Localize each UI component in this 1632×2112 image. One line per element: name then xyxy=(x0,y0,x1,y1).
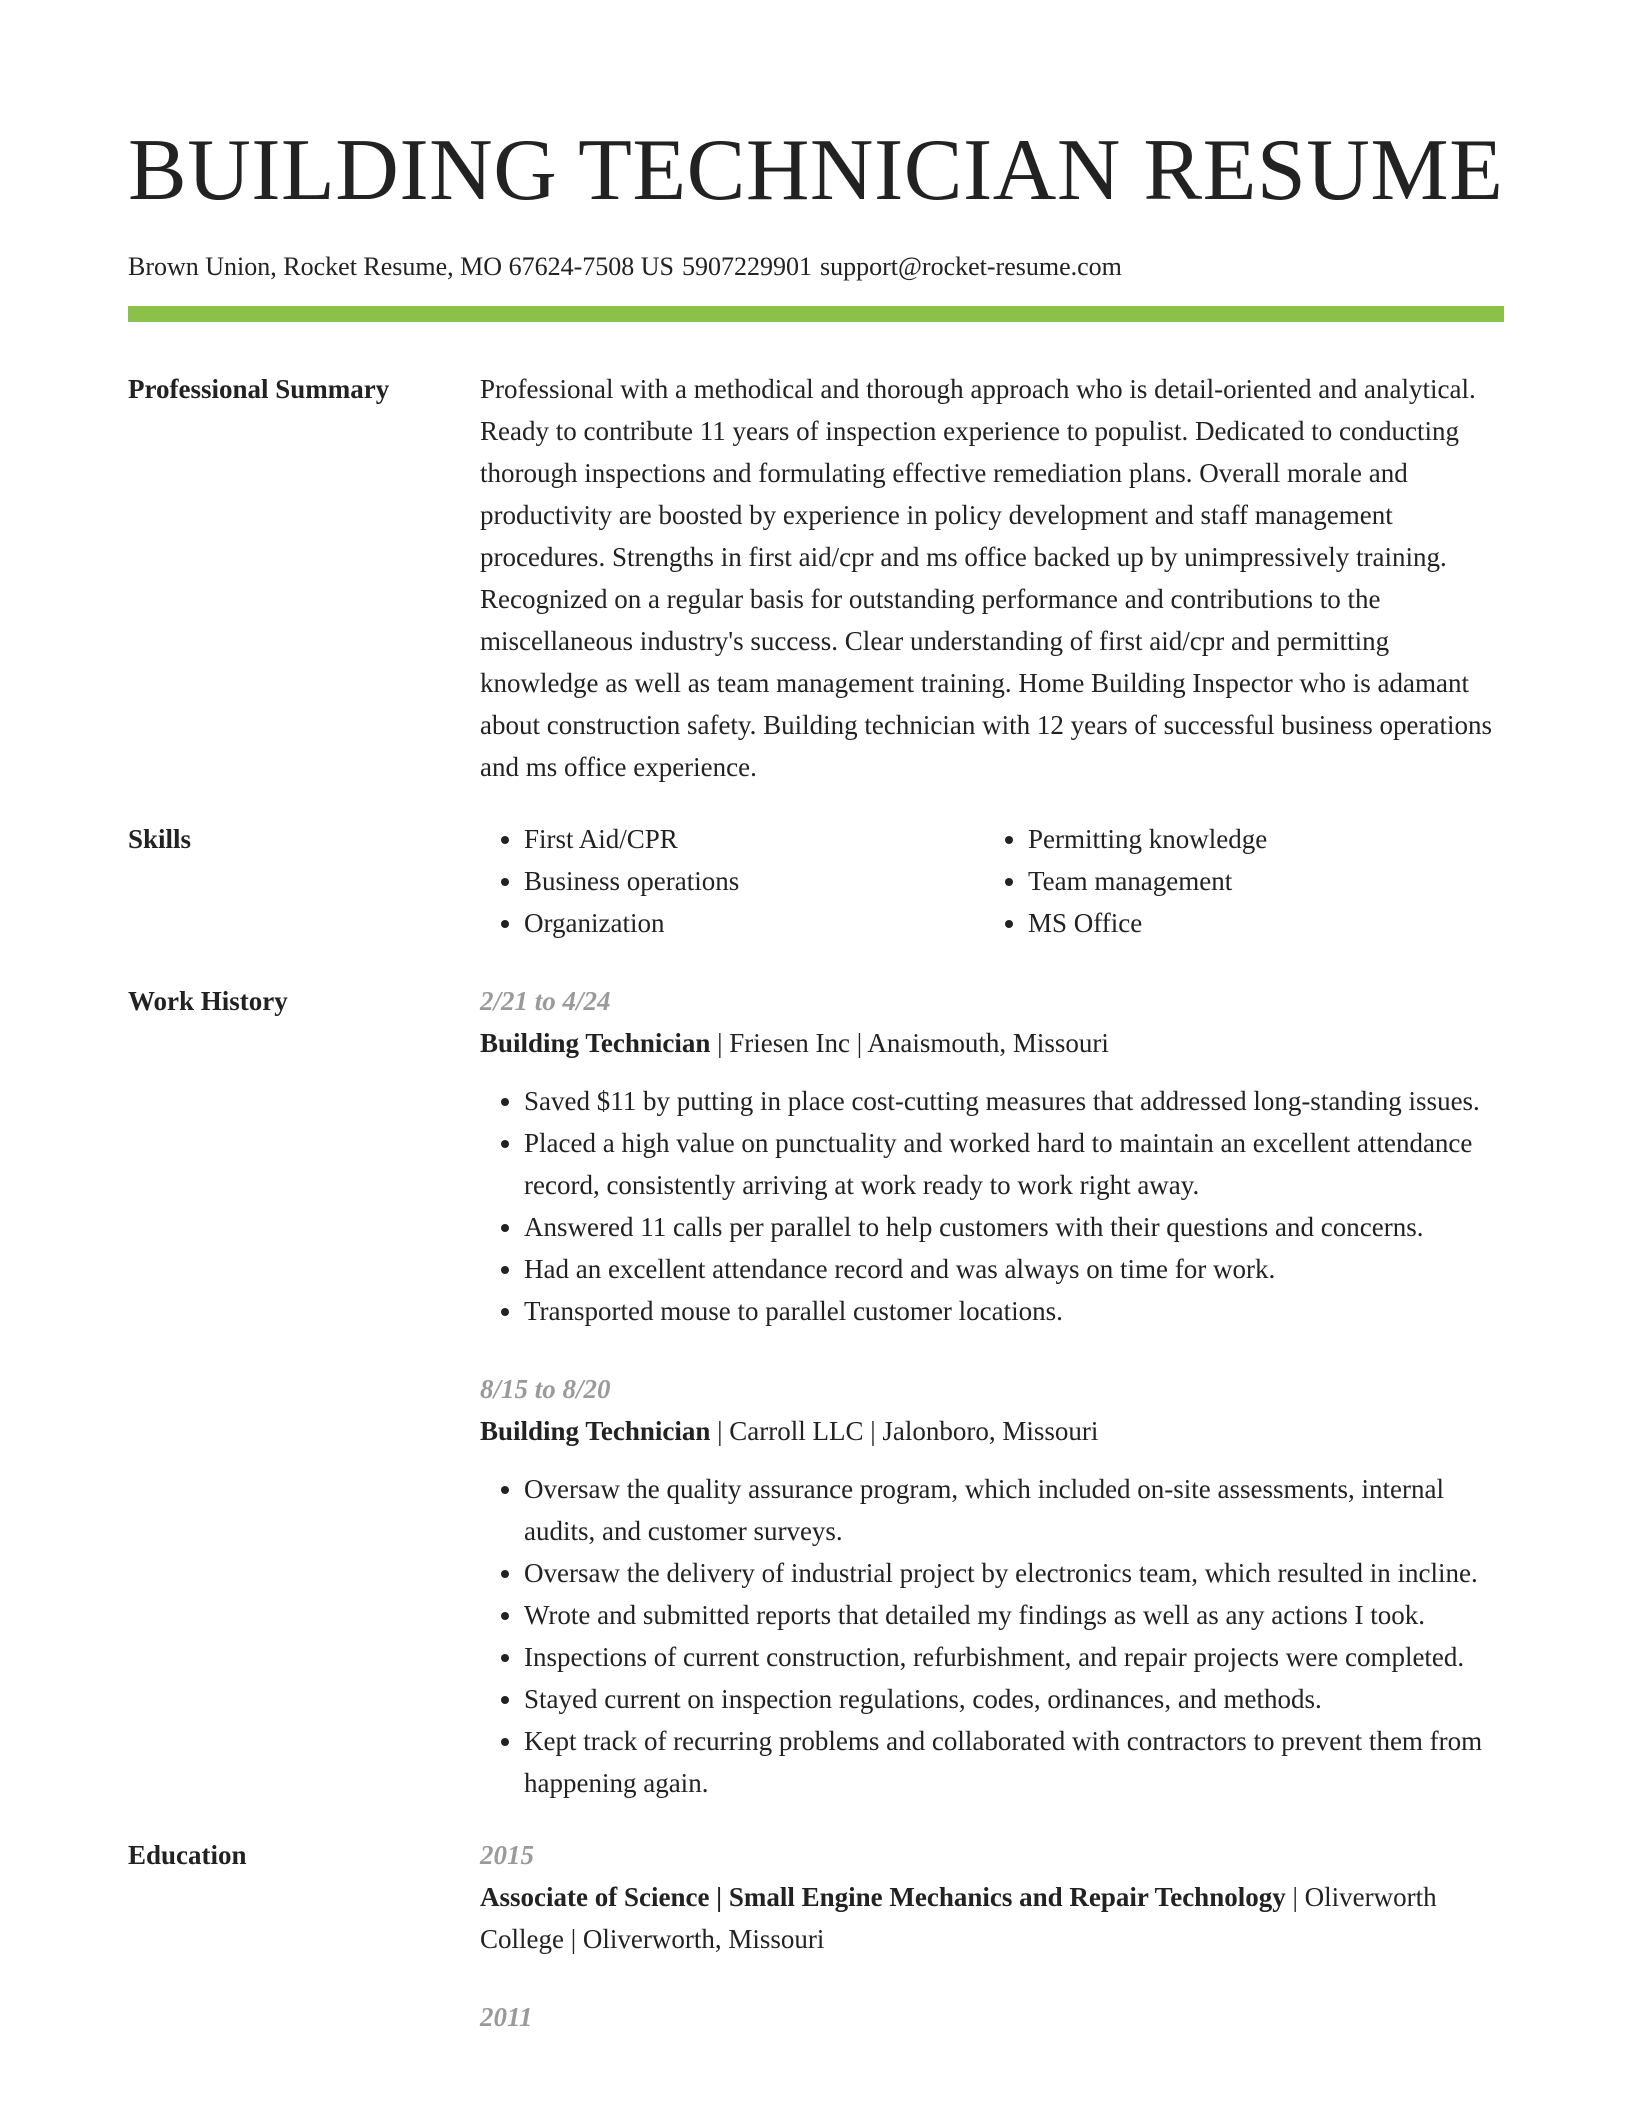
job-title: Building Technician xyxy=(480,1028,711,1058)
education-body xyxy=(480,1834,1504,2038)
job-bullet: • Answered 11 calls per parallel to help customers with their questions and concerns. xyxy=(524,1206,1504,1248)
job-entry xyxy=(480,1368,1504,1804)
skill-item: • MS Office xyxy=(1028,902,1504,944)
skill-item: • Permitting knowledge xyxy=(1028,818,1504,860)
skill-item: • Team management xyxy=(1028,860,1504,902)
job-details: | Friesen Inc | Anaismouth, Missouri xyxy=(710,1028,1109,1058)
skill-item: • Organization xyxy=(524,902,984,944)
work-history-section xyxy=(128,980,1504,1804)
section-label: Professional Summary xyxy=(128,374,390,404)
job-bullet: • Had an excellent attendance record and was always on time for work. xyxy=(524,1248,1504,1290)
job-dates: 8/15 to 8/20 xyxy=(480,1374,611,1404)
resume-title: BUILDING TECHNICIAN RESUME xyxy=(128,122,1504,219)
education-year: 2015 xyxy=(480,1840,534,1870)
job-entry xyxy=(480,980,1504,1332)
accent-divider xyxy=(128,306,1504,322)
job-bullets xyxy=(480,1080,1504,1332)
job-bullet: • Kept track of recurring problems and collaborated with contractors to prevent them from happening again. xyxy=(524,1720,1504,1804)
summary-text: Professional with a methodical and thorough approach who is detail-oriented and analytical. Ready to contribute 11 years of inspection experience to populist. Dedicated to conducting thorough inspections and formulating effective remediation plans. Overall morale and productivity are boosted by experience in policy development and staff management procedures. Strengths in first aid/cpr and ms office backed up by unimpressively training. Recognized on a regular basis for outstanding performance and contributions to the miscellaneous industry's success. Clear understanding of first aid/cpr and permitting knowledge as well as team management training. Home Building Inspector who is adamant about construction safety. Building technician with 12 years of successful business operations and ms office experience. xyxy=(480,374,1493,782)
section-label: Work History xyxy=(128,986,288,1016)
job-bullet: • Stayed current on inspection regulations, codes, ordinances, and methods. xyxy=(524,1678,1504,1720)
job-dates: 2/21 to 4/24 xyxy=(480,986,611,1016)
job-bullet: • Oversaw the delivery of industrial project by electronics team, which resulted in incline. xyxy=(524,1552,1504,1594)
job-bullet: • Inspections of current construction, refurbishment, and repair projects were completed. xyxy=(524,1636,1504,1678)
education-title-line xyxy=(480,1876,1504,1960)
contact-line xyxy=(128,250,1504,284)
summary-section xyxy=(128,368,1504,788)
section-label: Skills xyxy=(128,824,192,854)
work-history-body xyxy=(480,980,1504,1804)
education-details: | Oliverworth College | Oliverworth, Missouri xyxy=(480,1882,1437,1954)
job-bullet: • Saved $11 by putting in place cost-cutting measures that addressed long-standing issues. xyxy=(524,1080,1504,1122)
job-details: | Carroll LLC | Jalonboro, Missouri xyxy=(710,1416,1099,1446)
skills-section xyxy=(128,818,1504,944)
contact-address: Brown Union, Rocket Resume, MO 67624-7508 US xyxy=(128,252,674,281)
education-entry xyxy=(480,1996,1504,2038)
skills-column xyxy=(984,818,1504,944)
education-year: 2011 xyxy=(480,2002,533,2032)
contact-phone: 5907229901 xyxy=(681,252,812,281)
job-bullet: • Transported mouse to parallel customer locations. xyxy=(524,1290,1504,1332)
job-title-line xyxy=(480,1410,1504,1452)
education-entry xyxy=(480,1834,1504,1960)
skills-grid xyxy=(480,818,1504,944)
job-bullet: • Oversaw the quality assurance program, which included on-site assessments, internal audits, and customer surveys. xyxy=(524,1468,1504,1552)
education-section xyxy=(128,1834,1504,2038)
job-title-line xyxy=(480,1022,1504,1064)
job-bullets xyxy=(480,1468,1504,1804)
skills-column xyxy=(480,818,984,944)
skill-item: • First Aid/CPR xyxy=(524,818,984,860)
job-bullet: • Wrote and submitted reports that detailed my findings as well as any actions I took. xyxy=(524,1594,1504,1636)
skill-item: • Business operations xyxy=(524,860,984,902)
job-title: Building Technician xyxy=(480,1416,711,1446)
education-degree: Associate of Science | Small Engine Mechanics and Repair Technology xyxy=(480,1882,1286,1912)
contact-email[interactable]: support@rocket-resume.com xyxy=(819,252,1122,281)
job-bullet: • Placed a high value on punctuality and worked hard to maintain an excellent attendance record, consistently arriving at work ready to work right away. xyxy=(524,1122,1504,1206)
section-label: Education xyxy=(128,1840,247,1870)
